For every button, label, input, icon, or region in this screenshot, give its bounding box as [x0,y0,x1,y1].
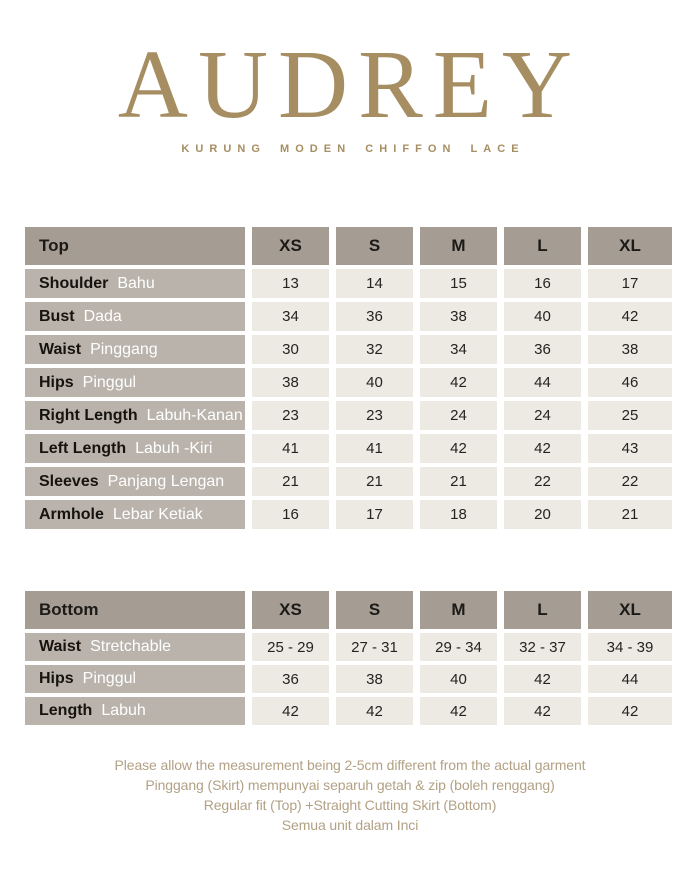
measurement-label-cell [25,269,252,302]
size-column-header: XL [588,227,672,269]
measurement-value-cell: 21 [420,467,504,500]
measurement-value-cell: 16 [252,500,336,533]
measurement-value-cell: 21 [336,467,420,500]
measurement-value-cell: 38 [336,665,420,697]
measurement-row [25,335,672,368]
measurement-value-cell: 17 [588,269,672,302]
brand-subtitle: KURUNG MODEN CHIFFON LACE [181,143,525,155]
measurement-value-cell: 42 [336,697,420,729]
measurement-value-cell: 41 [252,434,336,467]
measurement-label-cell [25,434,252,467]
measurement-label-english: Waist [39,340,82,358]
measurement-value-cell: 21 [588,500,672,533]
measurement-value-cell: 42 [420,697,504,729]
measurement-value-cell: 23 [336,401,420,434]
measurement-label-cell [25,467,252,500]
measurement-value-cell: 38 [588,335,672,368]
measurement-value-cell: 25 - 29 [252,633,336,665]
measurement-value-cell: 44 [504,368,588,401]
measurement-value-cell: 42 [420,368,504,401]
measurement-value-cell: 42 [420,434,504,467]
bottom-size-table [25,591,672,729]
footer-note-line: Pinggang (Skirt) mempunyai separuh getah & zip (boleh renggang) [145,777,555,793]
measurement-row [25,434,672,467]
size-column-header: XS [252,227,336,269]
measurement-value-cell: 36 [336,302,420,335]
measurement-value-cell: 41 [336,434,420,467]
measurement-value-cell: 42 [504,697,588,729]
size-column-header: XL [588,591,672,633]
measurement-label-cell [25,665,252,697]
measurement-value-cell: 29 - 34 [420,633,504,665]
measurement-label-malay: Labuh -Kiri [135,439,213,457]
measurement-label-cell [25,633,252,665]
measurement-label-malay: Bahu [117,274,155,292]
measurement-label-malay: Labuh-Kanan [146,406,243,424]
measurement-label-malay: Stretchable [90,638,172,655]
measurement-value-cell: 43 [588,434,672,467]
measurement-value-cell: 24 [504,401,588,434]
measurement-value-cell: 36 [252,665,336,697]
measurement-label-malay: Pinggang [90,340,158,358]
measurement-row [25,302,672,335]
measurement-label-malay: Dada [83,307,122,325]
measurement-row [25,500,672,533]
measurement-value-cell: 30 [252,335,336,368]
measurement-value-cell: 20 [504,500,588,533]
top-size-table [25,227,672,533]
measurement-value-cell: 21 [252,467,336,500]
measurement-label-english: Hips [39,670,74,687]
measurement-row [25,665,672,697]
measurement-value-cell: 15 [420,269,504,302]
measurement-value-cell: 36 [504,335,588,368]
size-column-header: XS [252,591,336,633]
measurement-row [25,697,672,729]
measurement-row [25,467,672,500]
measurement-value-cell: 42 [504,434,588,467]
measurement-value-cell: 24 [420,401,504,434]
measurement-value-cell: 40 [420,665,504,697]
measurement-value-cell: 38 [420,302,504,335]
footer-notes [0,755,700,835]
footer-note-line: Semua unit dalam Inci [281,817,419,833]
measurement-label-cell [25,401,252,434]
size-column-header: M [420,591,504,633]
size-column-header: L [504,591,588,633]
measurement-value-cell: 34 - 39 [588,633,672,665]
size-column-header: S [336,591,420,633]
measurement-value-cell: 25 [588,401,672,434]
size-column-header: L [504,227,588,269]
measurement-value-cell: 32 - 37 [504,633,588,665]
footer-note-line: Please allow the measurement being 2-5cm different from the actual garment [114,757,586,773]
measurement-label-malay: Panjang Lengan [107,472,225,490]
measurement-value-cell: 42 [588,302,672,335]
measurement-label-english: Left Length [39,439,127,457]
bottom-table-header-row [25,591,672,633]
measurement-label-english: Hips [39,373,74,391]
footer-note-line: Regular fit (Top) +Straight Cutting Skirt (Bottom) [203,797,497,813]
measurement-label-english: Waist [39,638,82,655]
measurement-value-cell: 38 [252,368,336,401]
measurement-label-cell [25,302,252,335]
measurement-label-english: Length [39,702,93,719]
size-column-header: S [336,227,420,269]
measurement-value-cell: 18 [420,500,504,533]
measurement-label-malay: Pinggul [82,373,137,391]
measurement-value-cell: 23 [252,401,336,434]
measurement-value-cell: 22 [588,467,672,500]
measurement-label-english: Sleeves [39,472,99,490]
measurement-value-cell: 42 [252,697,336,729]
measurement-label-malay: Lebar Ketiak [112,505,203,523]
measurement-value-cell: 40 [504,302,588,335]
measurement-label-english: Bust [39,307,75,325]
measurement-value-cell: 17 [336,500,420,533]
measurement-value-cell: 16 [504,269,588,302]
brand-title: AUDREY [117,31,583,138]
measurement-value-cell: 14 [336,269,420,302]
measurement-label-cell [25,335,252,368]
measurement-value-cell: 34 [420,335,504,368]
measurement-row [25,401,672,434]
measurement-value-cell: 42 [588,697,672,729]
measurement-value-cell: 44 [588,665,672,697]
measurement-row [25,269,672,302]
measurement-value-cell: 13 [252,269,336,302]
measurement-label-english: Armhole [39,505,104,523]
top-table-header-row [25,227,672,269]
measurement-label-cell [25,500,252,533]
measurement-value-cell: 22 [504,467,588,500]
measurement-value-cell: 34 [252,302,336,335]
measurement-label-malay: Pinggul [82,670,137,687]
measurement-label-cell [25,368,252,401]
measurement-label-english: Shoulder [39,274,109,292]
measurement-value-cell: 42 [504,665,588,697]
bottom-table-title: Bottom [25,591,252,633]
measurement-label-malay: Labuh [101,702,146,719]
measurement-label-cell [25,697,252,729]
top-table-title: Top [25,227,252,269]
measurement-value-cell: 46 [588,368,672,401]
brand-header [0,0,700,155]
measurement-value-cell: 27 - 31 [336,633,420,665]
size-column-header: M [420,227,504,269]
measurement-row [25,368,672,401]
measurement-row [25,633,672,665]
measurement-value-cell: 32 [336,335,420,368]
measurement-value-cell: 40 [336,368,420,401]
measurement-label-english: Right Length [39,406,138,424]
